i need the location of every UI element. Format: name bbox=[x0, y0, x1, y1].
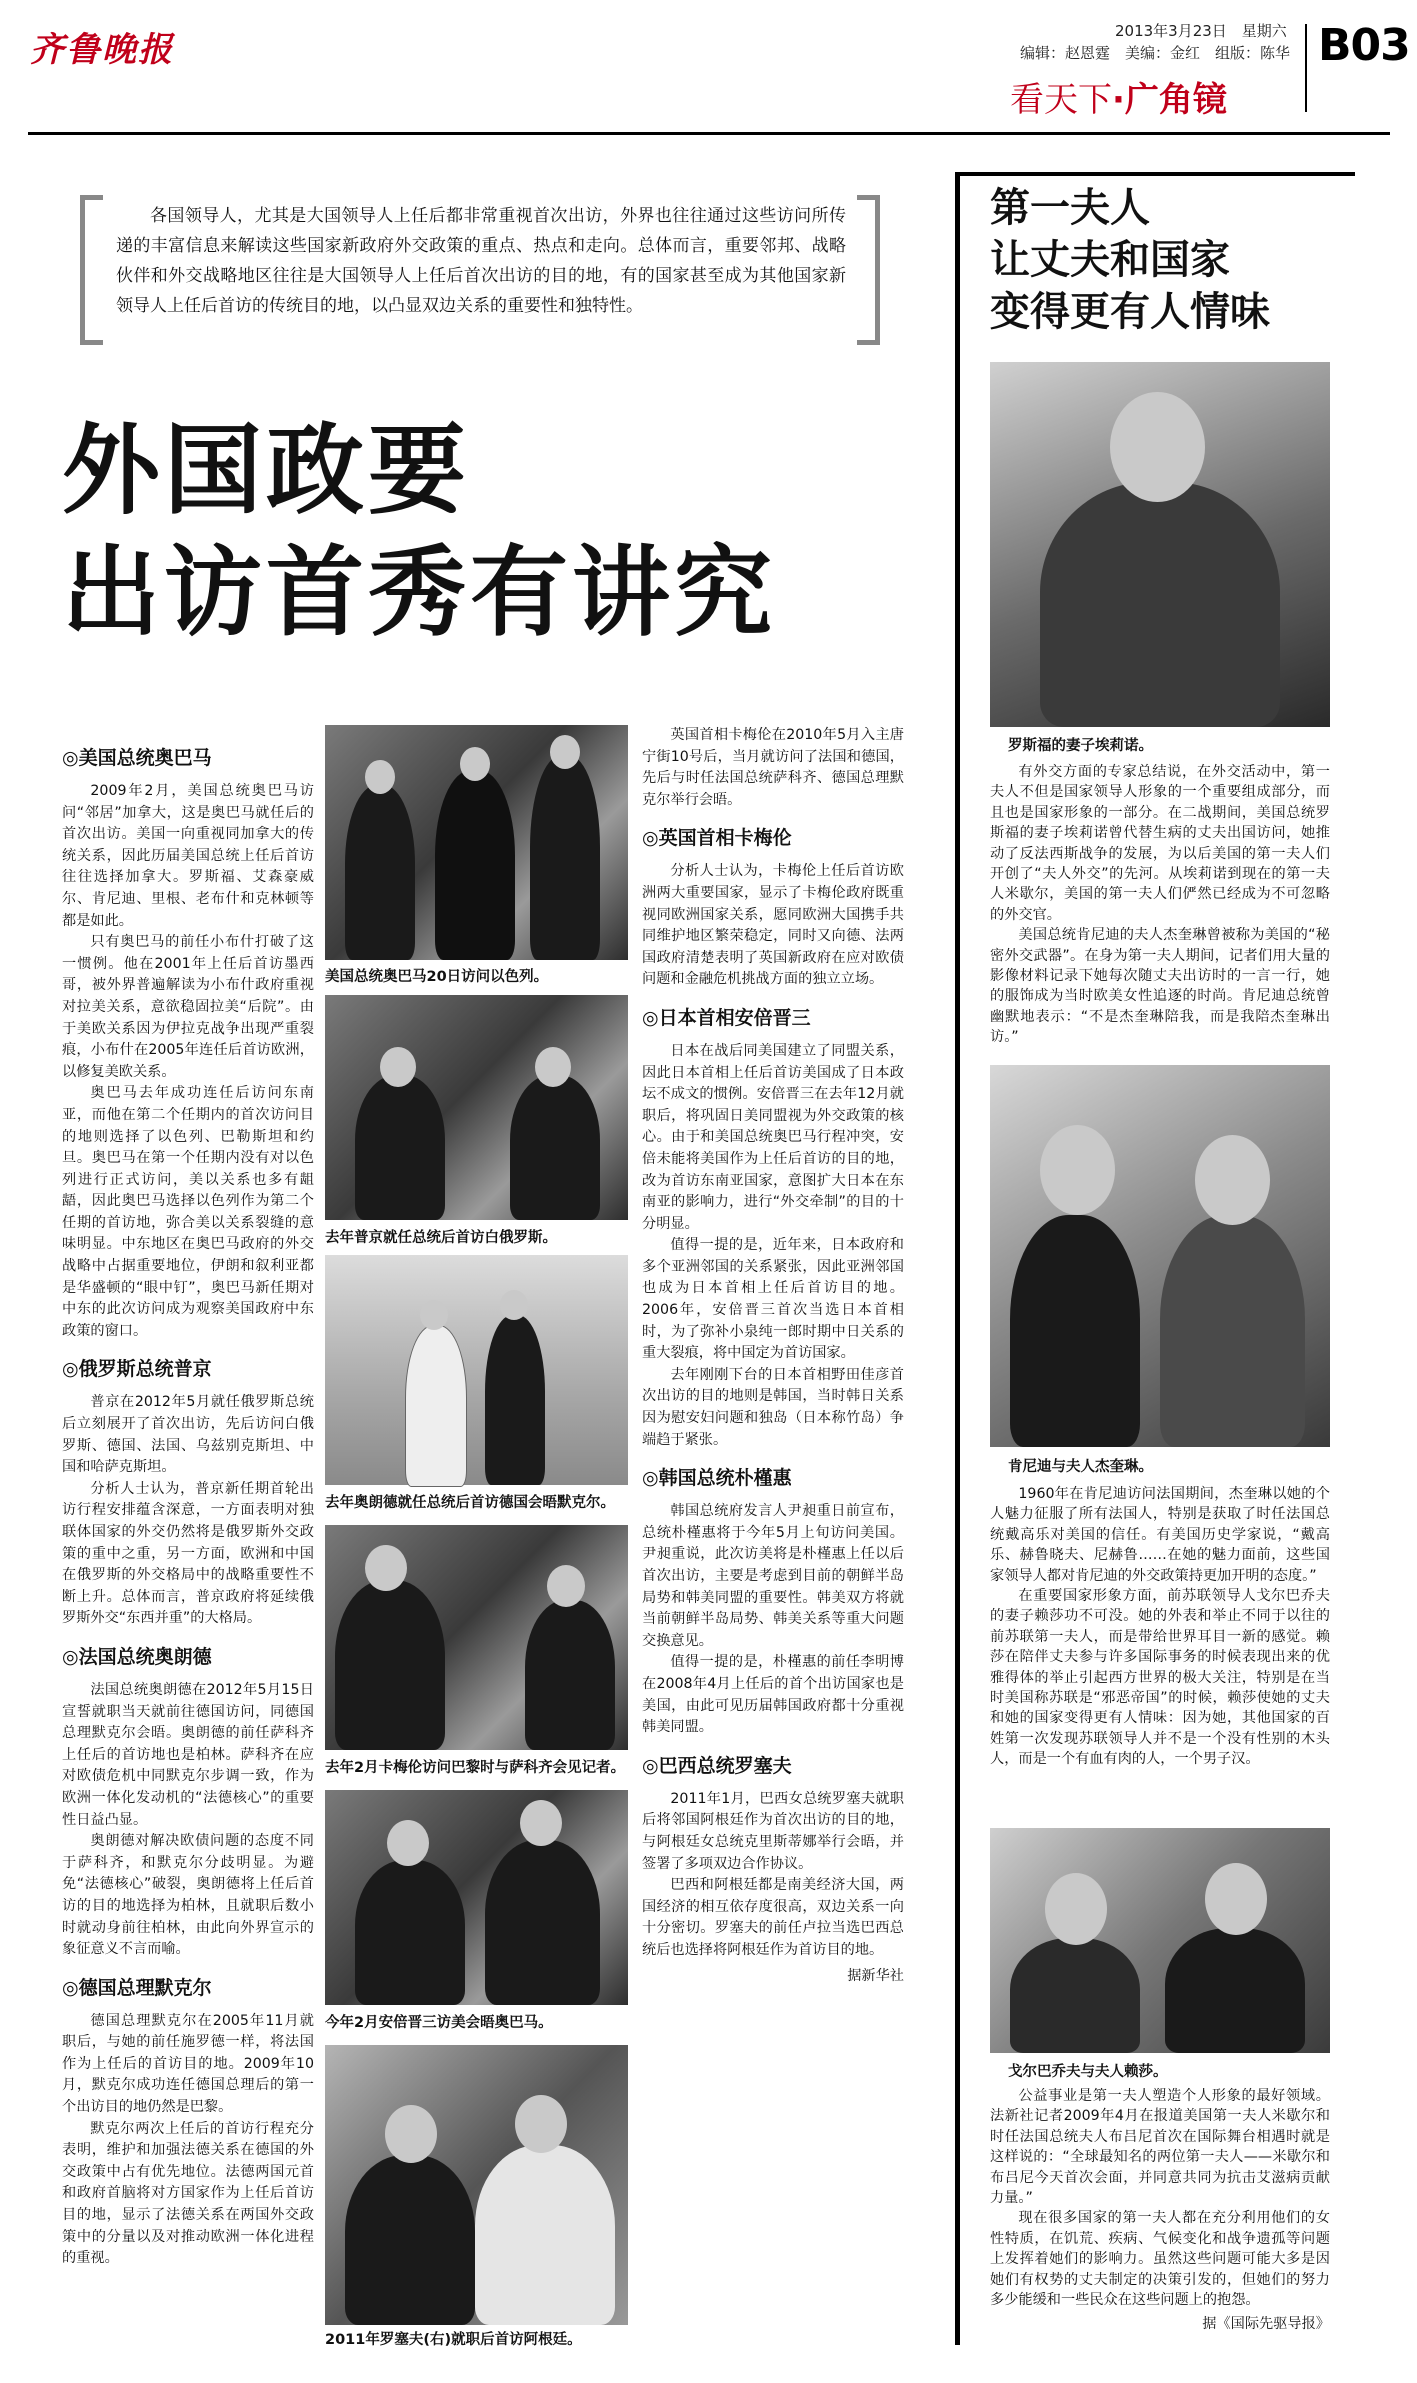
section-title bbox=[1010, 72, 1227, 121]
paragraph: 默克尔两次上任后的首访行程充分表明，维护和加强法德关系在德国的外交政策中占有优先地位。法德两国元首和政府首脑将对方国家作为上任后首访目的地，显示了法德关系在两国外交政策中的分量以及对推动欧洲一体化进程的重视。 bbox=[62, 2120, 314, 2267]
paragraph: 2009年2月，美国总统奥巴马访问“邻居”加拿大，这是奥巴马就任后的首次出访。美国一向重视同加拿大的传统关系，因此历届美国总统上任后首访往往选择加拿大。罗斯福、艾森豪威尔、肯尼迪、里根、老布什和克林顿等都是如此。 bbox=[62, 783, 314, 929]
page-number: B03 bbox=[1318, 20, 1410, 71]
photo-kennedy-jacqueline bbox=[990, 1065, 1330, 1447]
caption: 今年2月安倍晋三访美会晤奥巴马。 bbox=[325, 2015, 553, 2031]
paragraph: 值得一提的是，朴槿惠的前任李明博在2008年4月上任后的首个出访国家也是美国，由此可见历届韩国政府都十分重视韩美同盟。 bbox=[642, 1654, 904, 1736]
caption: 戈尔巴乔夫与夫人赖莎。 bbox=[1008, 2064, 1168, 2080]
paragraph: 值得一提的是，近年来，日本政府和多个亚洲邻国的关系紧张，因此亚洲邻国也成为日本首相上任后首访目的地。2006年，安倍晋三首次当选日本首相时，为了弥补小泉纯一郎时期中日关系的重大裂痕，将中国定为首访国家。 bbox=[642, 1237, 904, 1362]
right-headline-line-2: 让丈夫和国家 bbox=[990, 237, 1230, 283]
right-text-3 bbox=[990, 2086, 1330, 2335]
photo-cameron-sarkozy bbox=[325, 1525, 628, 1750]
paragraph: 法国总统奥朗德在2012年5月15日宣誓就职当天就前往德国访问，同德国总理默克尔会晤。奥朗德的前任萨科齐上任后的首访地也是柏林。萨科齐在应对欧债危机中同默克尔步调一致，作为欧洲一体化发动机的“法德核心”的重要性日益凸显。 bbox=[62, 1681, 314, 1828]
photo-gorbachev-raisa bbox=[990, 1828, 1330, 2053]
section-title-park: ◎韩国总统朴槿惠 bbox=[642, 1467, 792, 1490]
section-title-cameron: ◎英国首相卡梅伦 bbox=[642, 827, 792, 850]
paragraph: 普京在2012年5月就任俄罗斯总统后立刻展开了首次出访，先后访问白俄罗斯、德国、法国、乌兹别克斯坦、中国和哈萨克斯坦。 bbox=[62, 1394, 314, 1476]
section-title-abe: ◎日本首相安倍晋三 bbox=[642, 1006, 811, 1029]
paragraph: 奥巴马去年成功连任后访问东南亚，而他在第二个任期内的首次访问目的地则选择了以色列、巴勒斯坦和约旦。奥巴马在第一个任期内没有对以色列进行正式访问，美以关系也多有龃龉，因此奥巴马选择以色列作为第二个任期的首访地，弥合美以关系裂缝的意味明显。中东地区在奥巴马政府的外交战略中占据重要地位，伊朗和叙利亚都是华盛顿的“眼中钉”，奥巴马新任期对中东的此次访问成为观察美国政府中东政策的窗口。 bbox=[62, 1085, 314, 1339]
photo-obama-israel bbox=[325, 725, 628, 960]
right-column-rule bbox=[955, 175, 960, 2345]
photo-abe-obama bbox=[325, 1790, 628, 2005]
section-title-putin: ◎俄罗斯总统普京 bbox=[62, 1358, 212, 1381]
masthead-logo: 齐鲁晚报 bbox=[30, 30, 174, 70]
photo-eleanor-roosevelt bbox=[990, 362, 1330, 727]
caption: 2011年罗塞夫(右)就职后首访阿根廷。 bbox=[325, 2332, 582, 2348]
header-rule bbox=[28, 132, 1390, 135]
section-title-obama: ◎美国总统奥巴马 bbox=[62, 747, 212, 769]
paragraph: 奥朗德对解决欧债问题的态度不同于萨科齐，和默克尔分歧明显。为避免“法德核心”破裂，奥朗德将上任后首访的目的地选择为柏林，且就职后数小时就动身前往柏林，由此向外界宣示的象征意义不言而喻。 bbox=[62, 1833, 314, 1958]
paragraph: 分析人士认为，普京新任期首轮出访行程安排蕴含深意，一方面表明对独联体国家的外交仍然将是俄罗斯外交政策的重中之重，另一方面，欧洲和中国在俄罗斯的外交格局中的战略重要性不断上升。总体而言，普京政府将延续俄罗斯外交“东西并重”的大格局。 bbox=[62, 1480, 314, 1627]
headline-line-2: 出访首秀有讲究 bbox=[62, 536, 777, 650]
right-headline bbox=[990, 182, 1270, 338]
right-column-top-rule bbox=[955, 172, 1355, 176]
header-separator bbox=[1305, 24, 1307, 112]
intro-box bbox=[80, 195, 880, 345]
paragraph: 公益事业是第一夫人塑造个人形象的最好领域。法新社记者2009年4月在报道美国第一夫人米歇尔和时任法国总统夫人布吕尼首次在国际舞台相遇时就是这样说的：“全球最知名的两位第一夫人——米歇尔和布吕尼今天首次会面，并同意共同为抗击艾滋病贡献力量。” bbox=[990, 2088, 1330, 2207]
paragraph: 英国首相卡梅伦在2010年5月入主唐宁街10号后，当月就访问了法国和德国，先后与时任法国总统萨科齐、德国总理默克尔举行会晤。 bbox=[642, 727, 904, 808]
caption: 去年普京就任总统后首访白俄罗斯。 bbox=[325, 1230, 557, 1246]
right-text-2 bbox=[990, 1484, 1330, 1770]
source-credit: 据新华社 bbox=[847, 1967, 904, 1984]
section-title-b: ·广角镜 bbox=[1112, 80, 1227, 120]
photo-rousseff-argentina bbox=[325, 2045, 628, 2325]
column-3 bbox=[642, 725, 904, 1987]
section-title-hollande: ◎法国总统奥朗德 bbox=[62, 1645, 212, 1668]
caption: 去年奥朗德就任总统后首访德国会晤默克尔。 bbox=[325, 1495, 615, 1511]
headline-line-1: 外国政要 bbox=[62, 414, 471, 528]
caption: 罗斯福的妻子埃莉诺。 bbox=[1008, 738, 1153, 754]
source-credit: 据《国际先驱导报》 bbox=[1202, 2316, 1330, 2333]
intro-text: 各国领导人，尤其是大国领导人上任后都非常重视首次出访，外界也往往通过这些访问所传递的丰富信息来解读这些国家新政府外交政策的重点、热点和走向。总体而言，重要邻邦、战略伙伴和外交战略地区往往是大国领导人上任后首次出访的目的地，有的国家甚至成为其他国家新领导人上任后首访的传统目的地，以凸显双边关系的重要性和独特性。 bbox=[116, 206, 846, 316]
paragraph: 1960年在肯尼迪访问法国期间，杰奎琳以她的个人魅力征服了所有法国人，特别是获取了时任法国总统戴高乐对美国的信任。有美国历史学家说，“戴高乐、赫鲁晓夫、尼赫鲁……在她的魅力面前，这些国家领导人都对肯尼迪的外交政策持更加开明的态度。” bbox=[990, 1486, 1330, 1584]
section-title-a: 看天下 bbox=[1010, 80, 1112, 120]
paragraph: 巴西和阿根廷都是南美经济大国，两国经济的相互依存度很高，双边关系一向十分密切。罗塞夫的前任卢拉当选巴西总统后也选择将阿根廷作为首访目的地。 bbox=[642, 1877, 904, 1958]
intro-bracket-right bbox=[857, 195, 880, 345]
photo-putin-belarus bbox=[325, 995, 628, 1220]
issue-date: 2013年3月23日 星期六 bbox=[1115, 22, 1287, 40]
main-headline bbox=[62, 410, 776, 654]
paragraph: 只有奥巴马的前任小布什打破了这一惯例。他在2001年上任后首访墨西哥，被外界普遍解读为小布什政府重视对拉美关系，意欲稳固拉美“后院”。由于美欧关系因为伊拉克战争出现严重裂痕，小布什在2005年连任后首访欧洲，以修复美欧关系。 bbox=[62, 934, 314, 1080]
paragraph: 去年刚刚下台的日本首相野田佳彦首次出访的目的地则是韩国，当时韩日关系因为慰安妇问题和独岛（日本称竹岛）争端趋于紧张。 bbox=[642, 1366, 904, 1448]
right-text-1 bbox=[990, 762, 1330, 1048]
right-headline-line-1: 第一夫人 bbox=[990, 185, 1150, 231]
paragraph: 韩国总统府发言人尹昶重日前宣布，总统朴槿惠将于今年5月上旬访问美国。尹昶重说，此次访美将是朴槿惠上任以后首次出访，主要是考虑到目前的朝鲜半岛局势和韩美同盟的重要性。韩美双方将就当前朝鲜半岛局势、韩美关系等重大问题交换意见。 bbox=[642, 1503, 904, 1649]
paragraph: 日本在战后同美国建立了同盟关系，因此日本首相上任后首访美国成了日本政坛不成文的惯例。安倍晋三在去年12月就职后，将巩固日美同盟视为外交政策的核心。由于和美国总统奥巴马行程冲突，安倍未能将美国作为上任后首访的目的地，改为首访东南亚国家，意图扩大日本在东南亚的影响力，进行“外交牵制”的目的十分明显。 bbox=[642, 1042, 904, 1232]
caption: 美国总统奥巴马20日访问以色列。 bbox=[325, 969, 549, 985]
paragraph: 美国总统肯尼迪的夫人杰奎琳曾被称为美国的“秘密外交武器”。在身为第一夫人期间，记者们用大量的影像材料记录下她每次随丈夫出访时的一言一行，她的服饰成为当时欧美女性追逐的时尚。肯尼迪总统曾幽默地表示：“不是杰奎琳陪我，而是我陪杰奎琳出访。” bbox=[990, 927, 1330, 1046]
paragraph: 在重要国家形象方面，前苏联领导人戈尔巴乔夫的妻子赖莎功不可没。她的外表和举止不同于以往的前苏联第一夫人，而是带给世界耳目一新的感觉。赖莎在陪伴丈夫参与许多国际事务的时候表现出来的优雅得体的举止引起西方世界的极大关注，特别是在当时美国称苏联是“邪恶帝国”的时候，赖莎使她的丈夫和她的国家变得更有人情味：因为她，其他国家的百姓第一次发现苏联领导人并不是一个没有性别的木头人，而是一个有血有肉的人，一个男子汉。 bbox=[990, 1588, 1330, 1768]
right-headline-line-3: 变得更有人情味 bbox=[990, 289, 1270, 335]
section-title-rousseff: ◎巴西总统罗塞夫 bbox=[642, 1754, 792, 1777]
intro-bracket-left bbox=[80, 195, 103, 345]
section-title-merkel: ◎德国总理默克尔 bbox=[62, 1976, 212, 1999]
paragraph: 分析人士认为，卡梅伦上任后首访欧洲两大重要国家，显示了卡梅伦政府既重视同欧洲国家关系，愿同欧洲大国携手共同维护地区繁荣稳定，同时又向德、法两国政府清楚表明了英国新政府在应对欧债问题和金融危机挑战方面的独立立场。 bbox=[642, 863, 904, 988]
paragraph: 2011年1月，巴西女总统罗塞夫就职后将邻国阿根廷作为首次出访的目的地，与阿根廷女总统克里斯蒂娜举行会晤，并签署了多项双边合作协议。 bbox=[642, 1790, 904, 1872]
paragraph: 现在很多国家的第一夫人都在充分利用他们的女性特质，在饥荒、疾病、气候变化和战争遗孤等问题上发挥着她们的影响力。虽然这些问题可能大多是因她们有权势的丈夫制定的决策引发的，但她们的努力多少能缓和一些民众在这些问题上的抱怨。 bbox=[990, 2210, 1330, 2309]
paragraph: 德国总理默克尔在2005年11月就职后，与她的前任施罗德一样，将法国作为上任后的首访目的地。2009年10月，默克尔成功连任德国总理后的第一个出访目的地仍然是巴黎。 bbox=[62, 2012, 314, 2116]
caption: 肯尼迪与夫人杰奎琳。 bbox=[1008, 1459, 1153, 1475]
caption: 去年2月卡梅伦访问巴黎时与萨科齐会见记者。 bbox=[325, 1760, 626, 1776]
paragraph: 有外交方面的专家总结说，在外交活动中，第一夫人不但是国家领导人形象的一个重要组成部分，而且也是国家形象的一部分。在二战期间，美国总统罗斯福的妻子埃莉诺曾代替生病的丈夫出国访问，她推动了反法西斯战争的发展，为以后美国的第一夫人们开创了“夫人外交”的先河。从埃莉诺到现在的第一夫人米歇尔，美国的第一夫人们俨然已经成为不可忽略的外交官。 bbox=[990, 764, 1330, 923]
editor-credits: 编辑：赵恩霆 美编：金红 组版：陈华 bbox=[1020, 44, 1291, 62]
column-1 bbox=[62, 745, 314, 2270]
photo-hollande-merkel bbox=[325, 1255, 628, 1485]
